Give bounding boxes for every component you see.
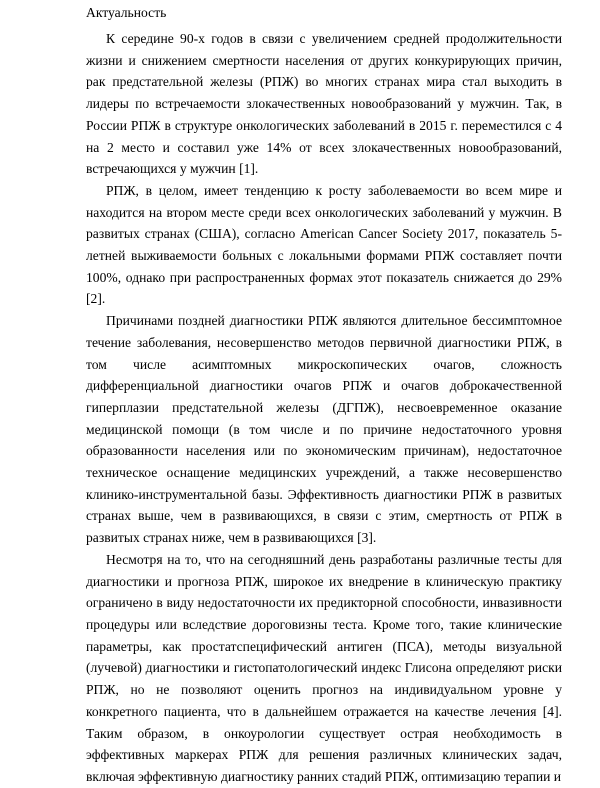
paragraph-2: РПЖ, в целом, имеет тенденцию к росту заболеваемости во всем мире и находится на втором месте среди всех онкологических заболеваний у мужчин. В развитых странах (США), согласно American Cancer Society 2017, показатель 5-летней выживаемости больных с локальными формами РПЖ составляет почти 100%, однако при распространенных формах этот показатель снижается до 29% [2].: [86, 182, 562, 307]
section-heading: Актуальность: [86, 5, 167, 20]
paragraph-4: Несмотря на то, что на сегодняшний день разработаны различные тесты для диагностики и прогноза РПЖ, широкое их внедрение в клиническую практику ограничено в виду недостаточности их предикторной способности, инвазивности процедуры или вследствие дороговизны теста. Кроме того, такие клинические параметры, как простатспецифический антиген (ПСА), методы визуальной (лучевой) диагностики и гистопатологический индекс Глисона определяют риски РПЖ, но не позволяют оценить прогноз на индивидуальном уровне у конкретного пациента, что в дальнейшем отражается на качестве лечения [4]. Таким образом, в онкоурологии существует острая необходимость в эффективных маркерах РПЖ для решения различных клинических задач, включая эффективную диагностику ранних стадий РПЖ, оптимизацию терапии и: [86, 551, 562, 784]
paragraph-3: Причинами поздней диагностики РПЖ являются длительное бессимптомное течение заболевания, несовершенство методов первичной диагностики РПЖ, в том числе асимптомных микроскопических очагов, сложность дифференциальной диагностики очагов РПЖ и очагов доброкачественной гиперплазии предстательной железы (ДГПЖ), несвоевременное оказание медицинской помощи (в том числе и по причине недостаточного уровня образованности населения или по экономическим причинам), недостаточное техническое оснащение медицинских учреждений, а также несовершенство клинико-инструментальной базы. Эффективность диагностики РПЖ в развитых странах выше, чем в развивающихся, в связи с этим, смертность от РПЖ в развитых странах ниже, чем в развивающихся [3].: [86, 313, 562, 546]
paragraph-1: К середине 90-х годов в связи с увеличением средней продолжительности жизни и снижением смертности населения от других конкурирующих причин, рак предстательной железы (РПЖ) во многих странах мира стал выходить в лидеры по встречаемости злокачественных новообразований у мужчин. Так, в России РПЖ в структуре онкологических заболеваний в 2015 г. переместился с 4 на 2 место и составил уже 14% от всех злокачественных новообразований, встречающихся у мужчин [1].: [86, 31, 562, 177]
